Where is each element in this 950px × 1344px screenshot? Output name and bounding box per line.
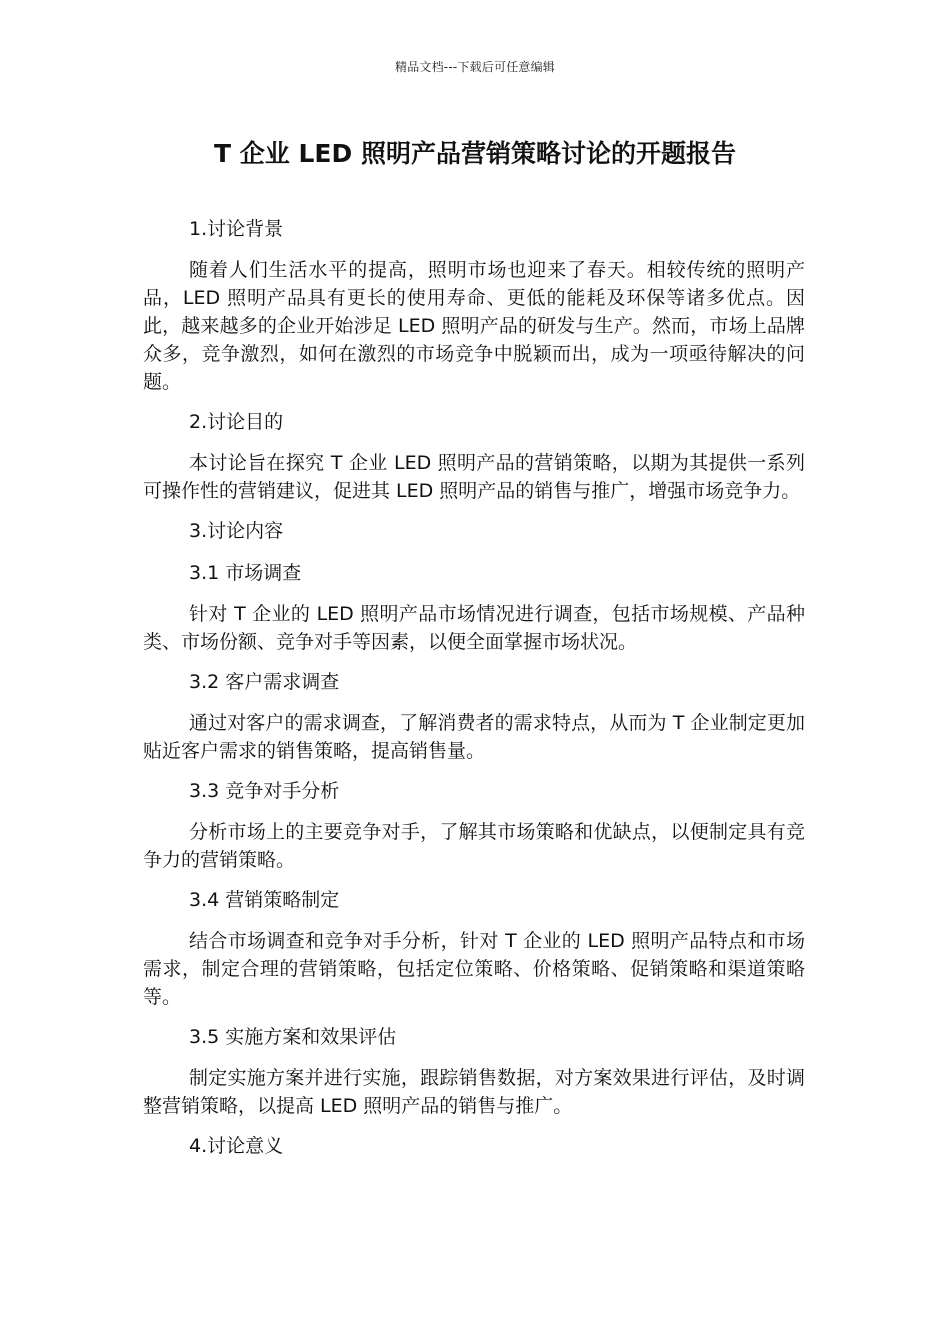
subsection-heading-customer-needs: 3.2 客户需求调查 <box>189 671 340 693</box>
subsection-heading-strategy: 3.4 营销策略制定 <box>189 889 340 911</box>
paragraph-implementation: 制定实施方案并进行实施，跟踪销售数据，对方案效果进行评估，及时调整营销策略，以提高 LED 照明产品的销售与推广。 <box>143 1067 805 1117</box>
document-title: T 企业 LED 照明产品营销策略讨论的开题报告 <box>214 139 736 168</box>
subsection-heading-market-survey: 3.1 市场调查 <box>189 562 302 584</box>
header-note: 精品文档---下载后可任意编辑 <box>395 60 555 74</box>
section-heading-background: 1.讨论背景 <box>189 218 284 240</box>
section-heading-purpose: 2.讨论目的 <box>189 411 284 433</box>
subsection-heading-competitor-analysis: 3.3 竞争对手分析 <box>189 780 340 802</box>
paragraph-competitor-analysis: 分析市场上的主要竞争对手，了解其市场策略和优缺点，以便制定具有竞争力的营销策略。 <box>143 821 805 871</box>
section-heading-significance: 4.讨论意义 <box>189 1135 284 1157</box>
paragraph-strategy: 结合市场调查和竞争对手分析，针对 T 企业的 LED 照明产品特点和市场需求，制定合理的营销策略，包括定位策略、价格策略、促销策略和渠道策略等。 <box>143 930 805 1008</box>
paragraph-market-survey: 针对 T 企业的 LED 照明产品市场情况进行调查，包括市场规模、产品种类、市场份额、竞争对手等因素，以便全面掌握市场状况。 <box>143 603 805 653</box>
section-heading-content: 3.讨论内容 <box>189 520 284 542</box>
document-body <box>143 214 805 1173</box>
paragraph-purpose: 本讨论旨在探究 T 企业 LED 照明产品的营销策略，以期为其提供一系列可操作性的营销建议，促进其 LED 照明产品的销售与推广，增强市场竞争力。 <box>143 452 805 502</box>
subsection-heading-implementation: 3.5 实施方案和效果评估 <box>189 1026 397 1048</box>
paragraph-customer-needs: 通过对客户的需求调查，了解消费者的需求特点，从而为 T 企业制定更加贴近客户需求的销售策略，提高销售量。 <box>143 712 805 762</box>
paragraph-background: 随着人们生活水平的提高，照明市场也迎来了春天。相较传统的照明产品，LED 照明产品具有更长的使用寿命、更低的能耗及环保等诸多优点。因此，越来越多的企业开始涉足 LED 照明产品的研发与生产。然而，市场上品牌众多，竞争激烈，如何在激烈的市场竞争中脱颖而出，成为一项亟待解决的问题。 <box>143 259 805 393</box>
